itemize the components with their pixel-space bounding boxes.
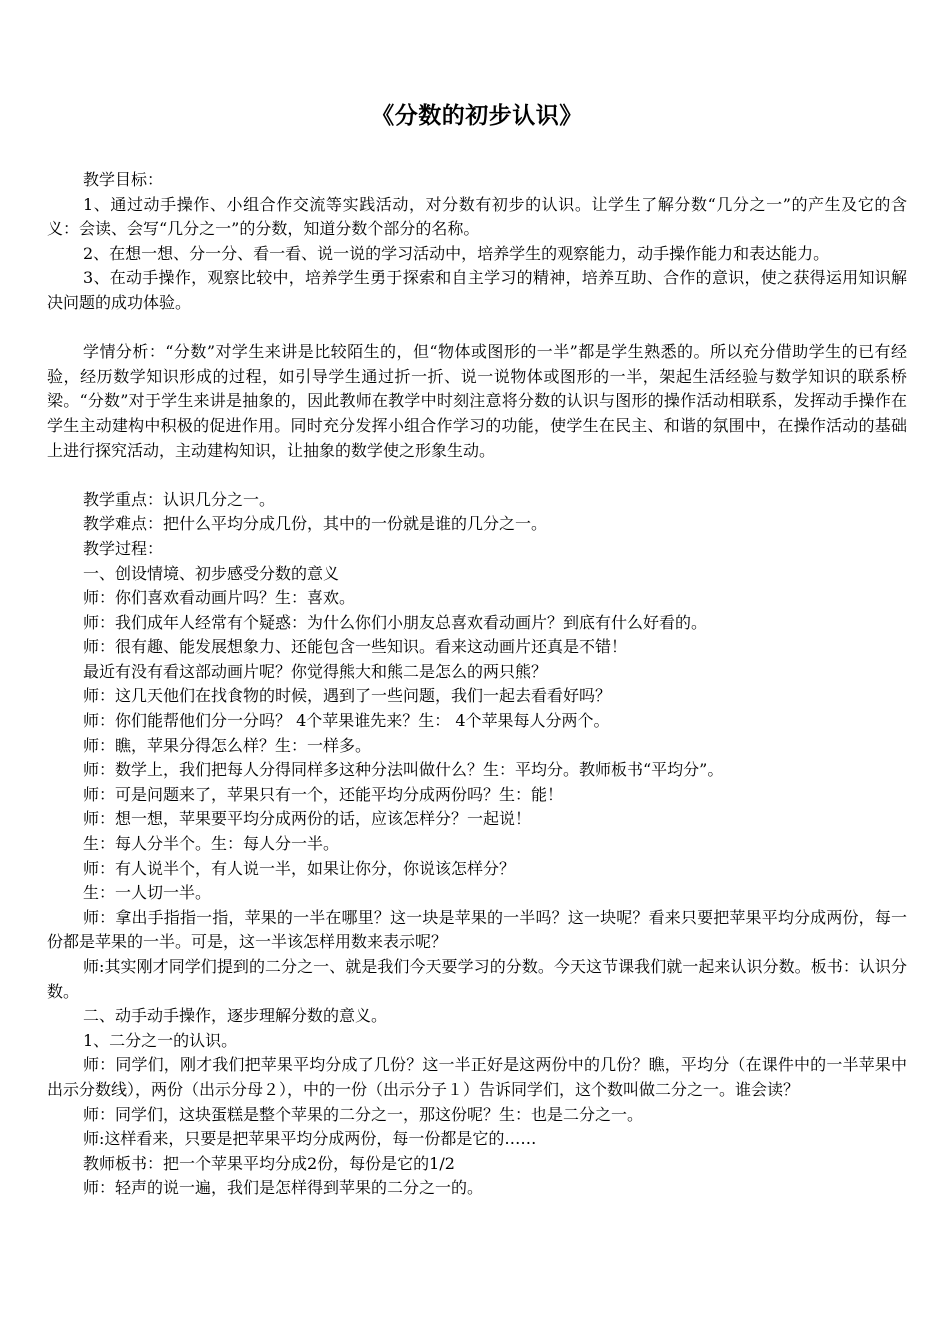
subsection-heading: 1、二分之一的认识。 (83, 1030, 238, 1050)
student-analysis-paragraph: 学情分析：“分数”对学生来讲是比较陌生的，但“物体或图形的一半”都是学生熟悉的。所以充分借助学生的已有经验，经历数学知识形成的过程，如引导学生通过折一折、说一说物体或图形的一半，架起生活经验与数学知识的联系桥梁。“分数”对于学生来讲是抽象的，因此教师在教学中时刻注意将分数的认识与图形的操作活动相联系，发挥动手操作在学生主动建构中积极的促进作用。同时充分发挥小组合作学习的功能，使学生在民主、和谐的氛围中，在操作活动的基础上进行探究活动，主动建构知识，让抽象的数学使之形象生动。 (47, 342, 907, 460)
dialogue-line: 师：瞧，苹果分得怎么样？生：一样多。 (83, 735, 372, 755)
section-heading: 二、动手动手操作，逐步理解分数的意义。 (83, 1006, 388, 1026)
document-page (47, 96, 907, 1201)
objective-item: 1、通过动手操作、小组合作交流等实践活动，对分数有初步的认识。让学生了解分数“几分之一”的产生及它的含义：会读、会写“几分之一”的分数，知道分数个部分的名称。 (47, 194, 907, 239)
section-heading: 一、创设情境、初步感受分数的意义 (83, 563, 340, 583)
objective-item: 2、在想一想、分一分、看一看、说一说的学习活动中，培养学生的观察能力，动手操作能力和表达能力。 (83, 243, 830, 263)
dialogue-line: 师：拿出手指指一指，苹果的一半在哪里？这一块是苹果的一半吗？这一块呢？看来只要把苹果平均分成两份，每一份都是苹果的一半。可是，这一半该怎样用数来表示呢？ (47, 907, 907, 952)
blackboard-note: 教师板书：把一个苹果平均分成2份，每份是它的1/2 (83, 1153, 455, 1173)
dialogue-line: 师：你们喜欢看动画片吗？生：喜欢。 (83, 588, 356, 608)
dialogue-line: 师：同学们，刚才我们把苹果平均分成了几份？这一半正好是这两份中的几份？瞧，平均分（在课件中的一半苹果中出示分数线），两份（出示分母２），中的一份（出示分子１）告诉同学们，这个数叫做二分之一。谁会读？ (47, 1055, 907, 1099)
dialogue-line: 师：很有趣、能发展想象力、还能包含一些知识。看来这动画片还真是不错！ (83, 637, 628, 657)
dialogue-line: 师：可是问题来了，苹果只有一个，还能平均分成两份吗？生：能！ (83, 784, 564, 804)
dialogue-line: 师:其实刚才同学们提到的二分之一、就是我们今天要学习的分数。今天这节课我们就一起来认识分数。板书：认识分数。 (47, 957, 907, 1001)
dialogue-line: 师：这几天他们在找食物的时候，遇到了一些问题，我们一起去看看好吗？ (83, 686, 612, 706)
dialogue-line: 师：数学上，我们把每人分得同样多这种分法叫做什么？生：平均分。教师板书“平均分”。 (83, 760, 724, 780)
dialogue-line: 生：一人切一半。 (83, 883, 212, 903)
dialogue-line: 师：轻声的说一遍，我们是怎样得到苹果的二分之一的。 (83, 1178, 484, 1198)
paragraph-spacer (47, 316, 907, 341)
dialogue-line: 生：每人分半个。生：每人分一半。 (83, 834, 340, 854)
dialogue-line: 师：我们成年人经常有个疑惑：为什么你们小朋友总喜欢看动画片？到底有什么好看的。 (83, 612, 708, 632)
teaching-difficulty: 教学难点：把什么平均分成几份，其中的一份就是谁的几分之一。 (83, 514, 548, 534)
paragraph-spacer (47, 463, 907, 488)
document-title: 《分数的初步认识》 (371, 102, 583, 129)
teaching-key-point: 教学重点：认识几分之一。 (83, 489, 276, 509)
dialogue-line: 师：有人说半个，有人说一半，如果让你分，你说该怎样分？ (83, 858, 516, 878)
dialogue-line: 最近有没有看这部动画片呢？你觉得熊大和熊二是怎么的两只熊？ (83, 661, 548, 681)
dialogue-line: 师：你们能帮他们分一分吗？ 4个苹果谁先来？生： 4个苹果每人分两个。 (83, 711, 610, 731)
dialogue-line: 师:这样看来，只要是把苹果平均分成两份，每一份都是它的…… (83, 1129, 537, 1149)
objectives-heading: 教学目标： (83, 170, 164, 189)
process-heading: 教学过程： (83, 538, 164, 558)
objective-item: 3、在动手操作，观察比较中，培养学生勇于探索和自主学习的精神，培养互助、合作的意识，使之获得运用知识解决问题的成功体验。 (47, 268, 907, 312)
dialogue-line: 师：同学们，这块蛋糕是整个苹果的二分之一，那这份呢？生：也是二分之一。 (83, 1104, 644, 1124)
dialogue-line: 师：想一想，苹果要平均分成两份的话，应该怎样分？一起说！ (83, 809, 532, 829)
